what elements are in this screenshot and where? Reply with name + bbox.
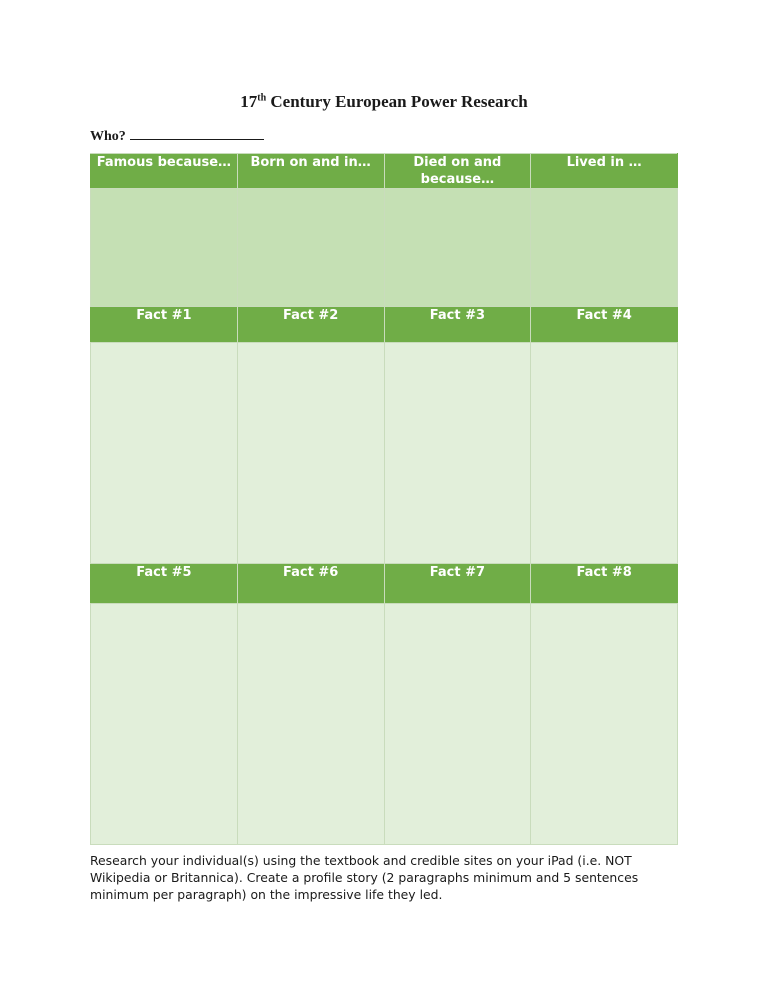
answer-cell[interactable] xyxy=(91,189,238,307)
fact-cell[interactable] xyxy=(384,604,531,845)
header-fact-8: Fact #8 xyxy=(531,564,678,604)
header-fact-5: Fact #5 xyxy=(91,564,238,604)
title-ordinal: 17 xyxy=(240,92,258,111)
header-lived: Lived in … xyxy=(531,154,678,189)
research-table xyxy=(90,153,678,845)
header-fact-4: Fact #4 xyxy=(531,307,678,343)
title-ordinal-suffix: th xyxy=(257,92,267,104)
header-fact-7: Fact #7 xyxy=(384,564,531,604)
header-famous: Famous because… xyxy=(91,154,238,189)
fact-cell[interactable] xyxy=(531,604,678,845)
fact-cell[interactable] xyxy=(531,343,678,564)
who-line xyxy=(90,127,264,145)
fact-cell[interactable] xyxy=(384,343,531,564)
answer-row-1 xyxy=(91,189,678,307)
header-fact-6: Fact #6 xyxy=(237,564,384,604)
instructions-text: Research your individual(s) using the textbook and credible sites on your iPad (i.e. NOT Wikipedia or Britannica). Create a profile story (2 paragraphs minimum and 5 sentences minimum per paragraph) on the impressive life they led. xyxy=(90,853,639,902)
answer-row-3 xyxy=(91,604,678,845)
header-row-1 xyxy=(91,154,678,189)
fact-cell[interactable] xyxy=(91,343,238,564)
page-title xyxy=(0,92,768,112)
header-fact-1: Fact #1 xyxy=(91,307,238,343)
who-label: Who? xyxy=(90,129,126,144)
header-died: Died on and because… xyxy=(384,154,531,189)
answer-cell[interactable] xyxy=(384,189,531,307)
answer-cell[interactable] xyxy=(237,189,384,307)
header-born: Born on and in… xyxy=(237,154,384,189)
fact-cell[interactable] xyxy=(237,343,384,564)
header-fact-2: Fact #2 xyxy=(237,307,384,343)
answer-row-2 xyxy=(91,343,678,564)
header-fact-3: Fact #3 xyxy=(384,307,531,343)
title-text: Century European Power Research xyxy=(270,92,528,111)
answer-cell[interactable] xyxy=(531,189,678,307)
header-row-2 xyxy=(91,307,678,343)
fact-cell[interactable] xyxy=(237,604,384,845)
who-blank[interactable] xyxy=(130,127,264,140)
header-row-3 xyxy=(91,564,678,604)
fact-cell[interactable] xyxy=(91,604,238,845)
